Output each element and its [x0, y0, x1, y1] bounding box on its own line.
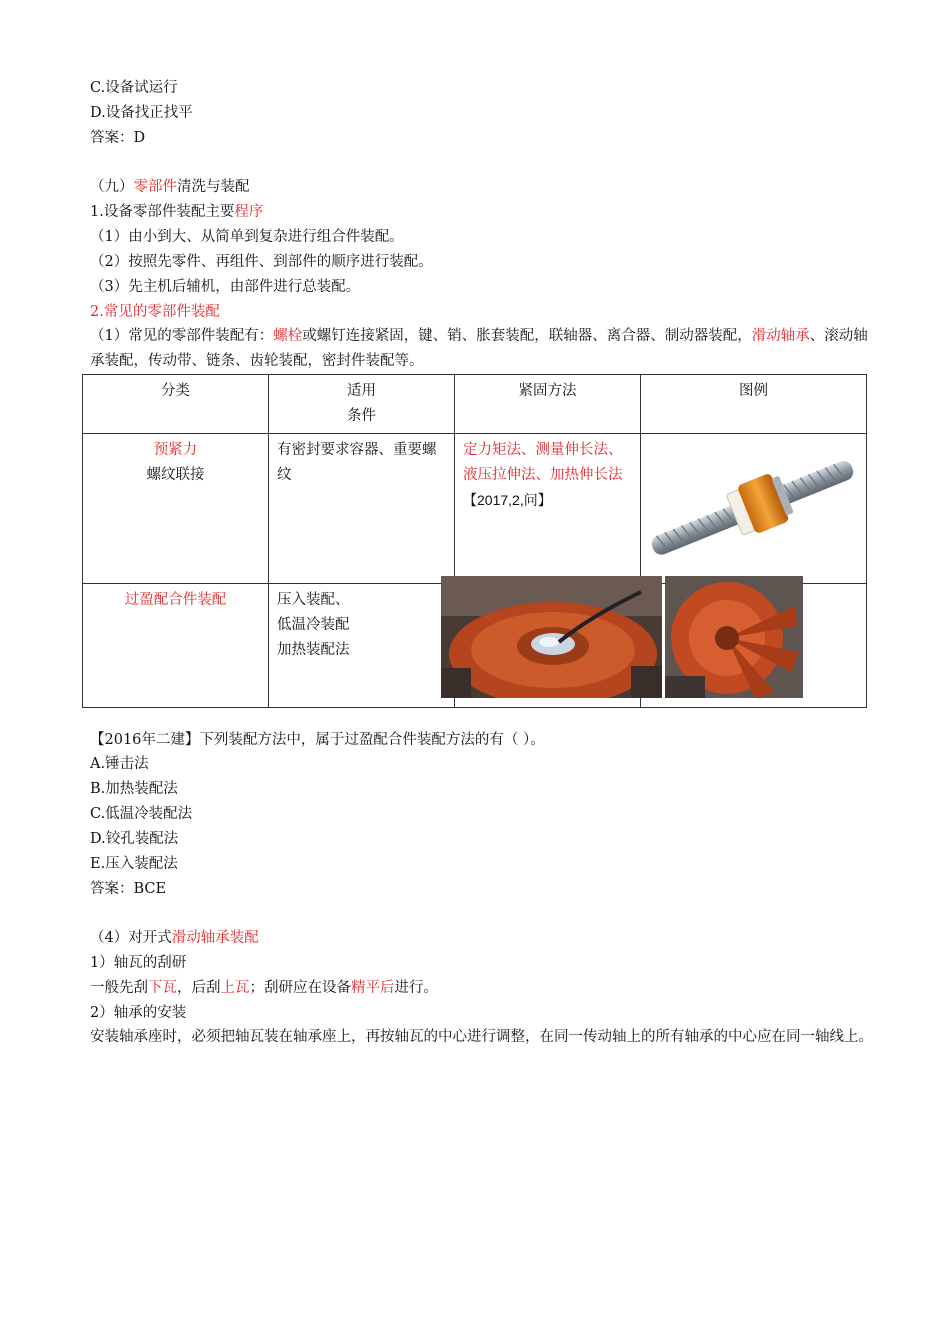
answer-prev: 答案：D	[90, 130, 146, 146]
section4-paragraph: 安装轴承座时，必须把轴瓦装在轴承座上，再按轴瓦的中心进行调整，在同一传动轴上的所有轴承的中心应在同一轴线上。	[90, 1029, 873, 1045]
row2-condition: 压入装配、 低温冷装配 加热装配法	[269, 584, 455, 708]
section9-step2: （2）按照先零件、再组件、到部件的顺序进行装配。	[90, 254, 433, 270]
header-method: 紧固方法	[455, 375, 641, 434]
section9-p2: 2.常见的零部件装配	[90, 304, 220, 320]
row1-condition: 有密封要求容器、重要螺纹	[269, 434, 455, 584]
heating-assembly-photo	[441, 576, 662, 698]
question-option-d: D.铰孔装配法	[90, 831, 179, 847]
option-d-prev: D.设备找正找平	[90, 105, 193, 121]
header-category: 分类	[83, 375, 269, 434]
ball-screw-image	[645, 438, 860, 578]
section9-step1: （1）由小到大、从简单到复杂进行组合件装配。	[90, 229, 404, 245]
section9-p1: 1.设备零部件装配主要程序	[90, 204, 264, 220]
option-c-prev: C.设备试运行	[90, 80, 178, 96]
question-option-e: E.压入装配法	[90, 856, 178, 872]
section4-h2: 2）轴承的安装	[90, 1005, 187, 1021]
section4-line1: 一般先刮下瓦，后刮上瓦；刮研应在设备精平后进行。	[90, 980, 438, 996]
section9-paragraph: （1）常见的零部件装配有：螺栓或螺钉连接紧固，键、销、胀套装配，联轴器、离合器、制动器装配，滑动轴承、滚动轴承装配，传动带、链条、齿轮装配，密封件装配等。	[90, 328, 868, 369]
row1-illustration	[641, 434, 867, 584]
table-header-row	[83, 375, 867, 434]
question-option-c: C.低温冷装配法	[90, 806, 193, 822]
pump-assembly-photo	[665, 576, 803, 698]
section9-step3: （3）先主机后辅机，由部件进行总装配。	[90, 279, 361, 295]
question-option-b: B.加热装配法	[90, 781, 178, 797]
header-condition: 适用 条件	[269, 375, 455, 434]
section4-h1: 1）轴瓦的刮研	[90, 955, 187, 971]
row2-category: 过盈配合件装配	[83, 584, 269, 708]
section4-title: （4）对开式滑动轴承装配	[90, 930, 259, 946]
section9-title: （九）零部件清洗与装配	[90, 179, 250, 195]
question-option-a: A.锤击法	[90, 756, 149, 772]
table-row	[83, 434, 867, 584]
row1-category: 预紧力 螺纹联接	[83, 434, 269, 584]
question-answer: 答案：BCE	[90, 881, 167, 897]
row1-method: 定力矩法、测量伸长法、液压拉伸法、加热伸长法 【2017,2,问】	[455, 434, 641, 584]
header-illustration: 图例	[641, 375, 867, 434]
question-stem: 【2016年二建】下列装配方法中，属于过盈配合件装配方法的有（ ）。	[90, 732, 545, 748]
